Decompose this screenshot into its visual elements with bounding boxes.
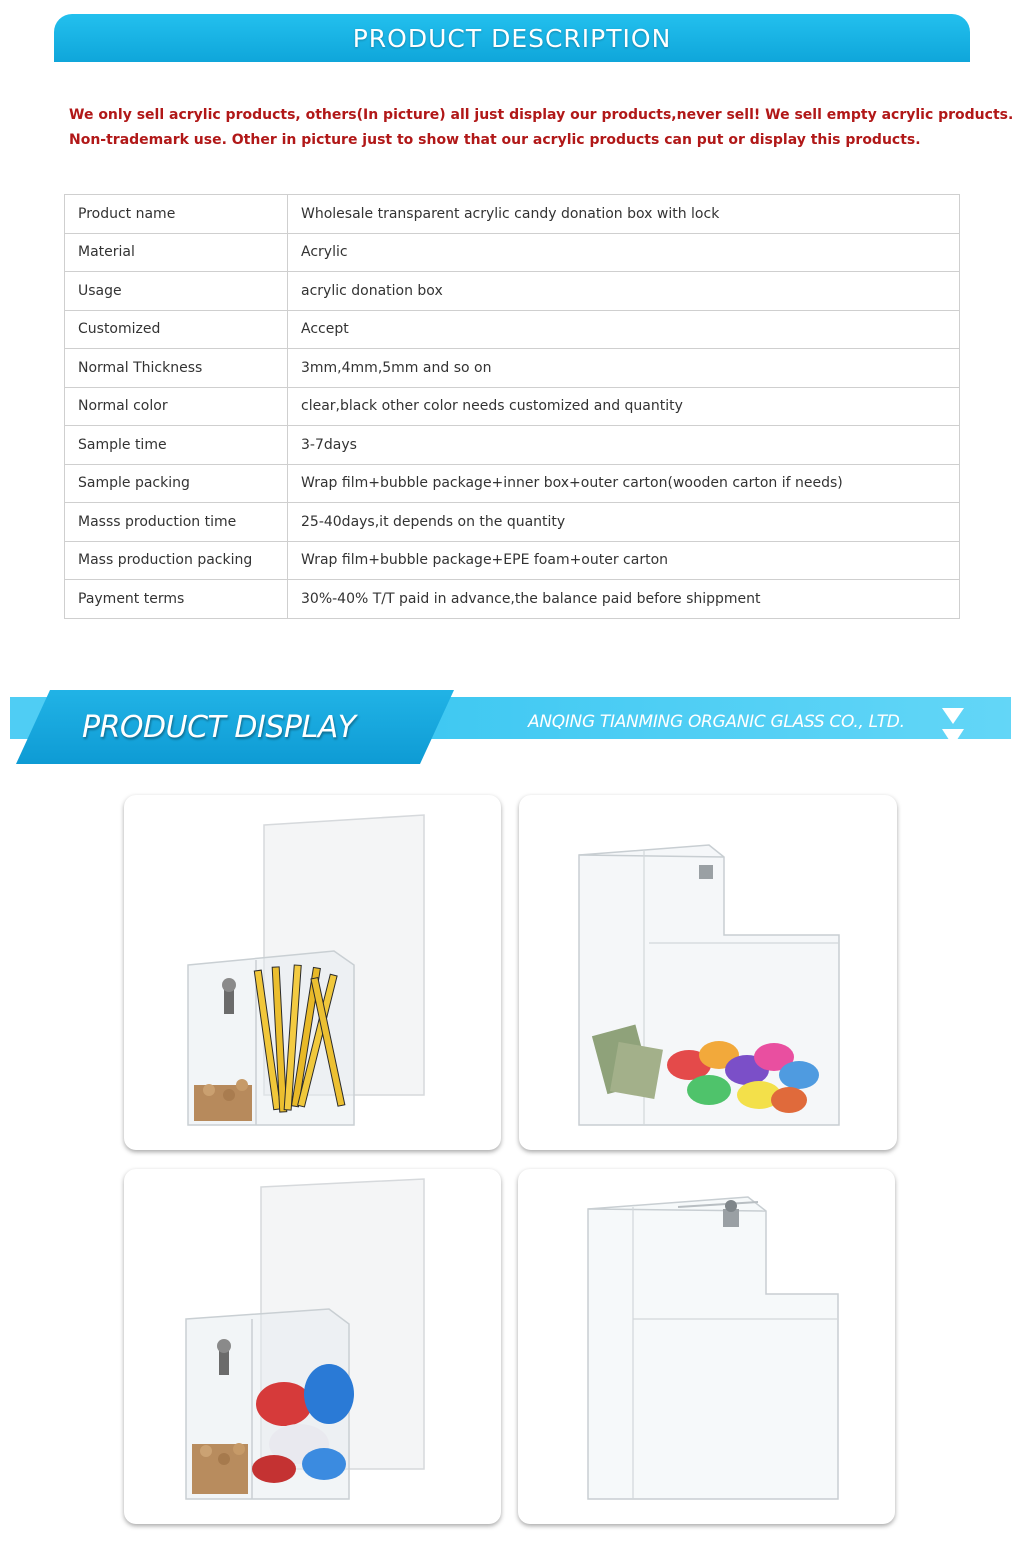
disclaimer-notice xyxy=(69,103,1014,153)
table-row xyxy=(65,349,960,388)
product-description-banner xyxy=(54,14,970,62)
disclaimer-line-1: We only sell acrylic products, others(In picture) all just display our products,never sell! We sell empty acrylic products. xyxy=(69,107,1014,123)
table-row xyxy=(65,272,960,311)
disclaimer-line-2: Non-trademark use. Other in picture just to show that our acrylic products can put or display this products. xyxy=(69,132,921,148)
spec-value: acrylic donation box xyxy=(288,272,960,311)
spec-key: Normal Thickness xyxy=(65,349,288,388)
table-row xyxy=(65,503,960,542)
spec-key: Normal color xyxy=(65,387,288,426)
spec-key: Masss production time xyxy=(65,503,288,542)
spec-value: 3-7days xyxy=(288,426,960,465)
spec-key: Sample packing xyxy=(65,464,288,503)
table-row xyxy=(65,464,960,503)
spec-value: 30%-40% T/T paid in advance,the balance paid before shippment xyxy=(288,580,960,619)
spec-key: Material xyxy=(65,233,288,272)
double-chevron-down-icon xyxy=(942,708,964,748)
spec-value: Accept xyxy=(288,310,960,349)
spec-value: Acrylic xyxy=(288,233,960,272)
product-display-title: PRODUCT DISPLAY xyxy=(82,710,356,745)
table-row xyxy=(65,387,960,426)
table-row xyxy=(65,541,960,580)
table-row xyxy=(65,580,960,619)
spec-key: Mass production packing xyxy=(65,541,288,580)
spec-value: 3mm,4mm,5mm and so on xyxy=(288,349,960,388)
product-photo-4 xyxy=(518,1169,895,1524)
product-photo-2 xyxy=(519,795,897,1150)
spec-key: Usage xyxy=(65,272,288,311)
spec-value: Wrap film+bubble package+inner box+outer carton(wooden carton if needs) xyxy=(288,464,960,503)
table-row xyxy=(65,233,960,272)
spec-value: Wholesale transparent acrylic candy donation box with lock xyxy=(288,195,960,234)
product-photo-1 xyxy=(124,795,501,1150)
spec-value: 25-40days,it depends on the quantity xyxy=(288,503,960,542)
spec-value: Wrap film+bubble package+EPE foam+outer carton xyxy=(288,541,960,580)
spec-key: Product name xyxy=(65,195,288,234)
company-name: ANQING TIANMING ORGANIC GLASS CO., LTD. xyxy=(528,712,905,732)
spec-key: Payment terms xyxy=(65,580,288,619)
table-row xyxy=(65,426,960,465)
product-photo-3 xyxy=(124,1169,501,1524)
table-row xyxy=(65,310,960,349)
spec-value: clear,black other color needs customized and quantity xyxy=(288,387,960,426)
specification-table xyxy=(64,194,960,619)
table-row xyxy=(65,195,960,234)
spec-key: Sample time xyxy=(65,426,288,465)
spec-key: Customized xyxy=(65,310,288,349)
product-description-title: PRODUCT DESCRIPTION xyxy=(352,23,672,53)
